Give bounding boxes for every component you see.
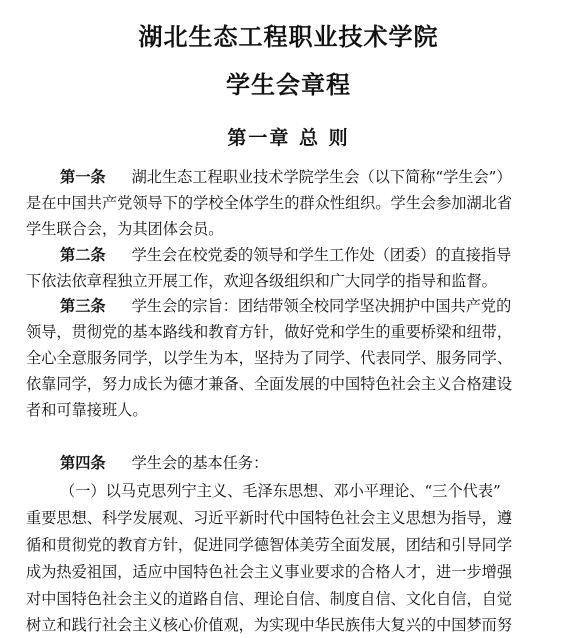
article-1-label: 第一条 bbox=[60, 168, 106, 186]
item-1-line-4: 成为热爱祖国，适应中国特色社会主义事业要求的合格人才，进一步增强 bbox=[26, 563, 512, 581]
article-3-text: 学生会的宗旨：团结带领全校同学坚决拥护中国共产党的 bbox=[131, 297, 512, 315]
article-1-line-2: 是在中国共产党领导下的学校全体学生的群众性组织。学生会参加湖北省 bbox=[26, 194, 512, 212]
article-1-line-1 bbox=[26, 166, 554, 188]
item-1-line-3: 循和贯彻党的教育方针，促进同学德智体美劳全面发展，团结和引导同学 bbox=[26, 536, 512, 554]
article-3-line-4: 依靠同学，努力成长为德才兼备、全面发展的中国特色社会主义合格建设 bbox=[26, 375, 512, 393]
article-2-line-2: 下依法依章程独立开展工作，欢迎各级组织和广大同学的指导和监督。 bbox=[26, 272, 497, 290]
article-1-text: 湖北生态工程职业技术学院学生会（以下简称“学生会”） bbox=[131, 168, 512, 186]
article-3-label: 第三条 bbox=[60, 297, 106, 315]
article-3-line-3: 全心全意服务同学，以学生为本，坚持为了同学、代表同学、服务同学、 bbox=[26, 349, 512, 367]
article-3-line-5: 者和可靠接班人。 bbox=[26, 401, 148, 419]
document-title-line1: 湖北生态工程职业技术学院 bbox=[138, 22, 439, 51]
article-2-text: 学生会在校党委的领导和学生工作处（团委）的直接指导 bbox=[131, 246, 512, 264]
article-4-line-1 bbox=[26, 452, 554, 474]
article-4-label: 第四条 bbox=[60, 454, 106, 472]
chapter-title: 第一章 总 则 bbox=[227, 127, 350, 149]
item-1-line-1: （一）以马克思列宁主义、毛泽东思想、邓小平理论、“三个代表” bbox=[60, 482, 501, 500]
item-1-line-2: 重要思想、科学发展观、习近平新时代中国特色社会主义思想为指导，遵 bbox=[26, 509, 512, 527]
item-1-line-6: 树立和践行社会主义核心价值观，为实现中华民族伟大复兴的中国梦而努 bbox=[26, 616, 512, 634]
article-1-line-3: 学生联合会，为其团体会员。 bbox=[26, 220, 224, 238]
article-2-label: 第二条 bbox=[60, 246, 106, 264]
article-3-line-1 bbox=[26, 295, 554, 317]
article-3-line-2: 领导，贯彻党的基本路线和教育方针，做好党和学生的重要桥梁和纽带， bbox=[26, 323, 512, 341]
article-2-line-1 bbox=[26, 244, 554, 266]
item-1-line-5: 对中国特色社会主义的道路自信、理论自信、制度自信、文化自信，自觉 bbox=[26, 590, 512, 608]
document-title-line2: 学生会章程 bbox=[226, 70, 351, 99]
article-4-text: 学生会的基本任务： bbox=[131, 454, 269, 472]
